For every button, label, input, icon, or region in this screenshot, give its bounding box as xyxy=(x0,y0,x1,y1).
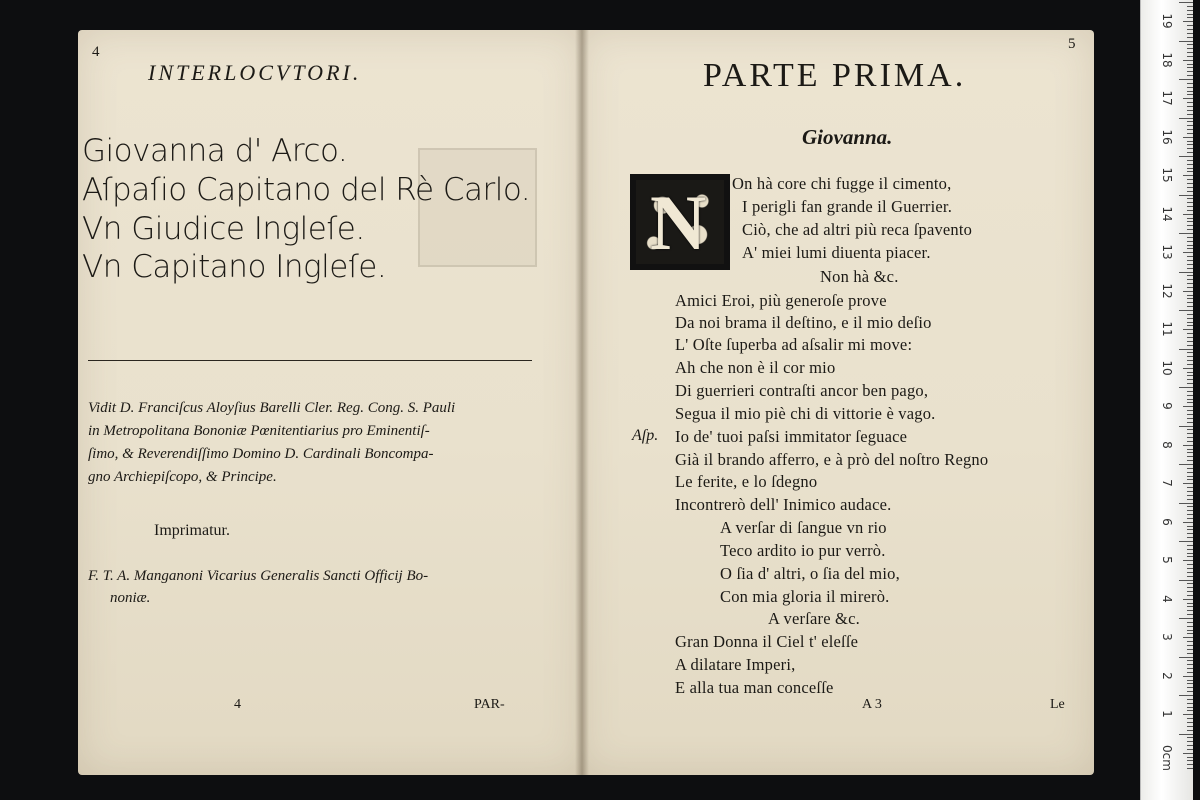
right-page-number: 5 xyxy=(1068,36,1076,52)
ruler-tick xyxy=(1187,741,1193,742)
ruler-label: 15 xyxy=(1160,167,1174,183)
cast-item: Giovanna d' Arco. xyxy=(82,133,348,169)
ruler-tick xyxy=(1187,437,1193,438)
ruler-tick xyxy=(1187,248,1193,249)
ruler-tick xyxy=(1187,229,1193,230)
ruler-tick xyxy=(1187,179,1193,180)
ruler-tick xyxy=(1187,260,1193,261)
ruler-tick xyxy=(1187,10,1193,11)
ruler-tick xyxy=(1187,402,1193,403)
refrain: A verſare &c. xyxy=(768,609,860,628)
ruler-tick xyxy=(1179,195,1193,196)
ruler-tick xyxy=(1187,672,1193,673)
ruler-tick xyxy=(1183,445,1193,446)
imprimatur-label: Imprimatur. xyxy=(154,522,230,539)
ruler-tick xyxy=(1187,314,1193,315)
ruler-label: 5 xyxy=(1160,556,1174,564)
ruler-tick xyxy=(1187,64,1193,65)
ruler-tick xyxy=(1183,676,1193,677)
ruler-tick xyxy=(1187,210,1193,211)
ruler-tick xyxy=(1187,29,1193,30)
verse-line: On hà core chi fugge il cimento, xyxy=(732,174,952,193)
ruler-tick xyxy=(1187,275,1193,276)
ruler-tick xyxy=(1187,553,1193,554)
ruler-tick xyxy=(1187,75,1193,76)
left-page-number: 4 xyxy=(92,44,100,60)
ruler-tick xyxy=(1187,56,1193,57)
ruler-tick xyxy=(1187,622,1193,623)
part-title: PARTE PRIMA. xyxy=(703,57,967,94)
ruler-tick xyxy=(1187,568,1193,569)
ruler-tick xyxy=(1187,452,1193,453)
ruler-tick xyxy=(1187,295,1193,296)
ruler-tick xyxy=(1179,503,1193,504)
ruler-tick xyxy=(1187,341,1193,342)
ruler-tick xyxy=(1187,325,1193,326)
ruler-tick xyxy=(1187,572,1193,573)
ruler-tick xyxy=(1187,653,1193,654)
ruler-tick xyxy=(1187,591,1193,592)
ruler-tick xyxy=(1187,768,1193,769)
ruler-tick xyxy=(1187,144,1193,145)
ruler-tick xyxy=(1187,499,1193,500)
ruler-tick xyxy=(1187,302,1193,303)
speaker-tag: Aſp. xyxy=(632,427,659,444)
ruler-tick xyxy=(1187,225,1193,226)
ruler-tick xyxy=(1187,749,1193,750)
ruler-tick xyxy=(1187,337,1193,338)
approval-line: noniæ. xyxy=(110,590,151,606)
ruler-tick xyxy=(1187,372,1193,373)
ruler-tick xyxy=(1187,537,1193,538)
verse-line: Già il brando afferro, e à prò del noſtro Regno xyxy=(675,450,989,469)
verse-line: Teco ardito io pur verrò. xyxy=(720,541,886,560)
book-gutter xyxy=(575,30,589,775)
ruler-tick xyxy=(1187,514,1193,515)
ruler-tick xyxy=(1179,79,1193,80)
ruler-tick xyxy=(1187,283,1193,284)
ruler-tick xyxy=(1187,206,1193,207)
ruler-tick xyxy=(1183,368,1193,369)
ruler-tick xyxy=(1187,633,1193,634)
left-catchword: PAR- xyxy=(474,697,505,712)
ruler-tick xyxy=(1187,668,1193,669)
ruler-tick xyxy=(1187,680,1193,681)
ruler-tick xyxy=(1187,106,1193,107)
ruler-tick xyxy=(1187,660,1193,661)
ruler-tick xyxy=(1187,549,1193,550)
left-page-header: INTERLOCVTORI. xyxy=(148,60,362,85)
ruler-tick xyxy=(1187,468,1193,469)
ruler-tick xyxy=(1183,252,1193,253)
ruler-tick xyxy=(1187,183,1193,184)
ruler-label: 7 xyxy=(1160,479,1174,487)
verse-line: Con mia gloria il mirerò. xyxy=(720,587,890,606)
ruler-tick xyxy=(1187,757,1193,758)
verse-line: Amici Eroi, più generoſe prove xyxy=(675,291,887,310)
ruler-label: 13 xyxy=(1160,244,1174,260)
ruler-tick xyxy=(1187,71,1193,72)
ruler-tick xyxy=(1179,618,1193,619)
ruler-tick xyxy=(1187,306,1193,307)
ruler-tick xyxy=(1187,375,1193,376)
ruler-tick xyxy=(1187,160,1193,161)
ruler-tick xyxy=(1187,649,1193,650)
ruler-tick xyxy=(1179,349,1193,350)
verse-line: A verſar di ſangue vn rio xyxy=(720,518,887,537)
verse-line: Le ferite, e lo ſdegno xyxy=(675,472,818,491)
ruler-tick xyxy=(1187,583,1193,584)
ruler-tick xyxy=(1183,753,1193,754)
ruler-tick xyxy=(1187,114,1193,115)
ruler-tick xyxy=(1187,526,1193,527)
ruler-tick xyxy=(1183,599,1193,600)
verse-line: Incontrerò dell' Inimico audace. xyxy=(675,495,892,514)
ruler-tick xyxy=(1183,522,1193,523)
ruler-tick xyxy=(1187,191,1193,192)
ruler-tick xyxy=(1187,379,1193,380)
ruler-tick xyxy=(1187,33,1193,34)
ruler-tick xyxy=(1187,710,1193,711)
ruler-tick xyxy=(1187,422,1193,423)
ruler-tick xyxy=(1187,110,1193,111)
ruler-tick xyxy=(1187,102,1193,103)
ruler-tick xyxy=(1183,137,1193,138)
ruler-label: 0cm xyxy=(1160,744,1174,771)
ruler-tick xyxy=(1187,760,1193,761)
ruler-tick xyxy=(1187,364,1193,365)
cast-item: Vn Giudice Ingleſe. xyxy=(82,211,365,247)
ruler-label: 12 xyxy=(1160,282,1174,299)
left-footer-signature: 4 xyxy=(234,697,241,712)
approval-line: F. T. A. Manganoni Vicarius Generalis Sancti Officij Bo- xyxy=(88,568,429,584)
ruler-tick xyxy=(1187,683,1193,684)
verse-line: Di guerrieri contraſti ancor ben pago, xyxy=(675,381,929,400)
ruler-tick xyxy=(1187,287,1193,288)
ruler-tick xyxy=(1187,198,1193,199)
ruler-tick xyxy=(1187,707,1193,708)
ruler-tick xyxy=(1187,48,1193,49)
ruler-tick xyxy=(1179,233,1193,234)
decorated-initial xyxy=(630,174,730,270)
ruler-tick xyxy=(1187,148,1193,149)
imprimatur-line: Vidit D. Franciſcus Aloyſius Barelli Cler. Reg. Cong. S. Pauli xyxy=(88,400,456,416)
ruler-tick xyxy=(1179,2,1193,3)
verse-line: L' Oſte ſuperba ad aſsalir mi move: xyxy=(675,335,913,354)
verse-line: Da noi brama il deſtino, e il mio deſio xyxy=(675,313,932,332)
ruler-tick xyxy=(1179,657,1193,658)
ruler-tick xyxy=(1187,6,1193,7)
right-signature: A 3 xyxy=(862,697,882,712)
ruler-tick xyxy=(1183,560,1193,561)
ruler-tick xyxy=(1183,291,1193,292)
ruler-label: 17 xyxy=(1160,90,1174,106)
cast-item: Aſpaſio Capitano del Rè Carlo. xyxy=(82,172,531,208)
ruler-tick xyxy=(1187,333,1193,334)
ruler-tick xyxy=(1187,576,1193,577)
ruler-tick xyxy=(1187,218,1193,219)
ruler-tick xyxy=(1187,298,1193,299)
ruler-tick xyxy=(1187,495,1193,496)
ruler-label: 19 xyxy=(1160,13,1174,29)
ruler-tick xyxy=(1187,129,1193,130)
right-catchword: Le xyxy=(1050,697,1065,712)
ruler-tick xyxy=(1187,449,1193,450)
refrain: Non hà &c. xyxy=(820,267,899,286)
ruler-tick xyxy=(1187,202,1193,203)
verse-line: A' miei lumi diuenta piacer. xyxy=(742,243,931,262)
ruler-tick xyxy=(1179,41,1193,42)
verse-line: Segua il mio piè chi di vittorie è vago. xyxy=(675,404,936,423)
measurement-ruler xyxy=(1140,0,1193,800)
ruler-tick xyxy=(1187,718,1193,719)
ruler-tick xyxy=(1187,518,1193,519)
ruler-tick xyxy=(1187,418,1193,419)
ruler-label: 8 xyxy=(1160,440,1174,449)
ruler-tick xyxy=(1187,168,1193,169)
ruler-tick xyxy=(1187,614,1193,615)
ruler-tick xyxy=(1183,60,1193,61)
ruler-tick xyxy=(1187,545,1193,546)
ruler-tick xyxy=(1179,387,1193,388)
ruler-label: 10 xyxy=(1160,359,1174,376)
ruler-tick xyxy=(1187,37,1193,38)
ruler-label: 18 xyxy=(1160,51,1174,68)
ruler-tick xyxy=(1187,152,1193,153)
ruler-tick xyxy=(1187,487,1193,488)
ruler-tick xyxy=(1187,125,1193,126)
ruler-tick xyxy=(1179,695,1193,696)
ruler-label: 14 xyxy=(1160,205,1174,222)
ruler-tick xyxy=(1187,83,1193,84)
ruler-tick xyxy=(1187,645,1193,646)
ruler-tick xyxy=(1187,745,1193,746)
verse-line: Io de' tuoi paſsi immitator ſeguace xyxy=(675,427,908,446)
ruler-tick xyxy=(1187,410,1193,411)
ruler-tick xyxy=(1187,730,1193,731)
ruler-tick xyxy=(1187,456,1193,457)
ruler-tick xyxy=(1187,722,1193,723)
ruler-label: 11 xyxy=(1160,321,1174,337)
ruler-tick xyxy=(1187,318,1193,319)
verse-line: Ciò, che ad altri più reca ſpavento xyxy=(742,220,973,239)
ruler-label: 6 xyxy=(1160,517,1174,526)
imprimatur-line: gno Archiepiſcopo, & Principe. xyxy=(88,469,277,485)
ruler-tick xyxy=(1187,556,1193,557)
ruler-tick xyxy=(1183,714,1193,715)
ruler-tick xyxy=(1187,279,1193,280)
ruler-tick xyxy=(1187,664,1193,665)
ruler-tick xyxy=(1187,94,1193,95)
ruler-tick xyxy=(1187,345,1193,346)
ruler-tick xyxy=(1187,606,1193,607)
ruler-tick xyxy=(1183,175,1193,176)
ruler-tick xyxy=(1187,44,1193,45)
ruler-tick xyxy=(1187,391,1193,392)
ruler-tick xyxy=(1187,506,1193,507)
ruler-tick xyxy=(1187,164,1193,165)
ruler-tick xyxy=(1187,595,1193,596)
ruler-tick xyxy=(1187,352,1193,353)
ruler-tick xyxy=(1187,141,1193,142)
ruler-label: 3 xyxy=(1160,633,1174,641)
ruler-tick xyxy=(1183,483,1193,484)
divider-rule xyxy=(88,360,532,361)
ruler-tick xyxy=(1183,406,1193,407)
imprimatur-line: in Metropolitana Bononiæ Pœnitentiarius pro Eminentiſ- xyxy=(88,423,430,439)
ruler-tick xyxy=(1187,564,1193,565)
ruler-label: 2 xyxy=(1160,671,1174,680)
ruler-tick xyxy=(1187,441,1193,442)
ruler-tick xyxy=(1187,510,1193,511)
ruler-tick xyxy=(1187,245,1193,246)
ruler-tick xyxy=(1187,17,1193,18)
ruler-tick xyxy=(1187,52,1193,53)
imprimatur-line: ſimo, & Reverendiſſimo Domino D. Cardinali Boncompa- xyxy=(88,446,434,462)
ruler-tick xyxy=(1187,630,1193,631)
ruler-tick xyxy=(1187,241,1193,242)
ruler-tick xyxy=(1187,726,1193,727)
ruler-tick xyxy=(1187,687,1193,688)
ruler-tick xyxy=(1187,14,1193,15)
ruler-tick xyxy=(1187,67,1193,68)
ruler-tick xyxy=(1187,691,1193,692)
ruler-label: 4 xyxy=(1160,594,1174,603)
ruler-tick xyxy=(1187,360,1193,361)
ruler-tick xyxy=(1187,479,1193,480)
ruler-tick xyxy=(1183,214,1193,215)
ruler-label: 16 xyxy=(1160,128,1174,145)
ruler-tick xyxy=(1187,395,1193,396)
ruler-tick xyxy=(1179,118,1193,119)
initial-letter: N xyxy=(650,179,707,266)
verse-line: I perigli fan grande il Guerrier. xyxy=(742,197,953,216)
ruler-tick xyxy=(1187,764,1193,765)
ruler-tick xyxy=(1187,121,1193,122)
ruler-tick xyxy=(1187,383,1193,384)
ruler-tick xyxy=(1187,264,1193,265)
ruler-tick xyxy=(1187,322,1193,323)
ruler-tick xyxy=(1183,98,1193,99)
ruler-tick xyxy=(1187,641,1193,642)
ruler-tick xyxy=(1179,426,1193,427)
speaker-name: Giovanna. xyxy=(802,125,893,149)
ruler-tick xyxy=(1179,734,1193,735)
verse-line: Ah che non è il cor mio xyxy=(675,358,836,377)
ruler-tick xyxy=(1187,268,1193,269)
verse-line: E alla tua man conceſſe xyxy=(675,678,834,697)
ruler-tick xyxy=(1187,433,1193,434)
verse-line: O ſia d' altri, o ſia del mio, xyxy=(720,564,900,583)
verse-line: A dilatare Imperi, xyxy=(675,655,796,674)
ruler-tick xyxy=(1187,703,1193,704)
ruler-tick xyxy=(1187,399,1193,400)
ruler-tick xyxy=(1187,91,1193,92)
ruler-tick xyxy=(1187,610,1193,611)
ruler-tick xyxy=(1187,587,1193,588)
ruler-tick xyxy=(1179,464,1193,465)
ruler-tick xyxy=(1187,133,1193,134)
ruler-tick xyxy=(1187,460,1193,461)
ruler-tick xyxy=(1179,580,1193,581)
ruler-tick xyxy=(1187,529,1193,530)
ruler-tick xyxy=(1187,533,1193,534)
ruler-tick xyxy=(1179,156,1193,157)
ruler-tick xyxy=(1179,310,1193,311)
ruler-tick xyxy=(1187,491,1193,492)
ruler-tick xyxy=(1183,21,1193,22)
ruler-tick xyxy=(1187,737,1193,738)
ruler-tick xyxy=(1187,25,1193,26)
ruler-label: 1 xyxy=(1160,710,1174,718)
ruler-tick xyxy=(1187,171,1193,172)
ruler-tick xyxy=(1187,476,1193,477)
ruler-tick xyxy=(1187,699,1193,700)
ruler-tick xyxy=(1187,414,1193,415)
ruler-tick xyxy=(1187,237,1193,238)
ruler-tick xyxy=(1187,221,1193,222)
ruler-tick xyxy=(1187,626,1193,627)
cast-item: Vn Capitano Ingleſe. xyxy=(82,249,387,285)
ruler-tick xyxy=(1187,356,1193,357)
ruler-label: 9 xyxy=(1160,402,1174,410)
ruler-tick xyxy=(1187,87,1193,88)
ruler-tick xyxy=(1187,429,1193,430)
ruler-tick xyxy=(1187,187,1193,188)
verse-line: Gran Donna il Ciel t' eleſſe xyxy=(675,632,859,651)
ruler-tick xyxy=(1179,541,1193,542)
ruler-tick xyxy=(1183,329,1193,330)
ruler-tick xyxy=(1179,272,1193,273)
ruler-tick xyxy=(1183,637,1193,638)
ruler-tick xyxy=(1187,256,1193,257)
ruler-tick xyxy=(1187,472,1193,473)
ruler-tick xyxy=(1187,603,1193,604)
